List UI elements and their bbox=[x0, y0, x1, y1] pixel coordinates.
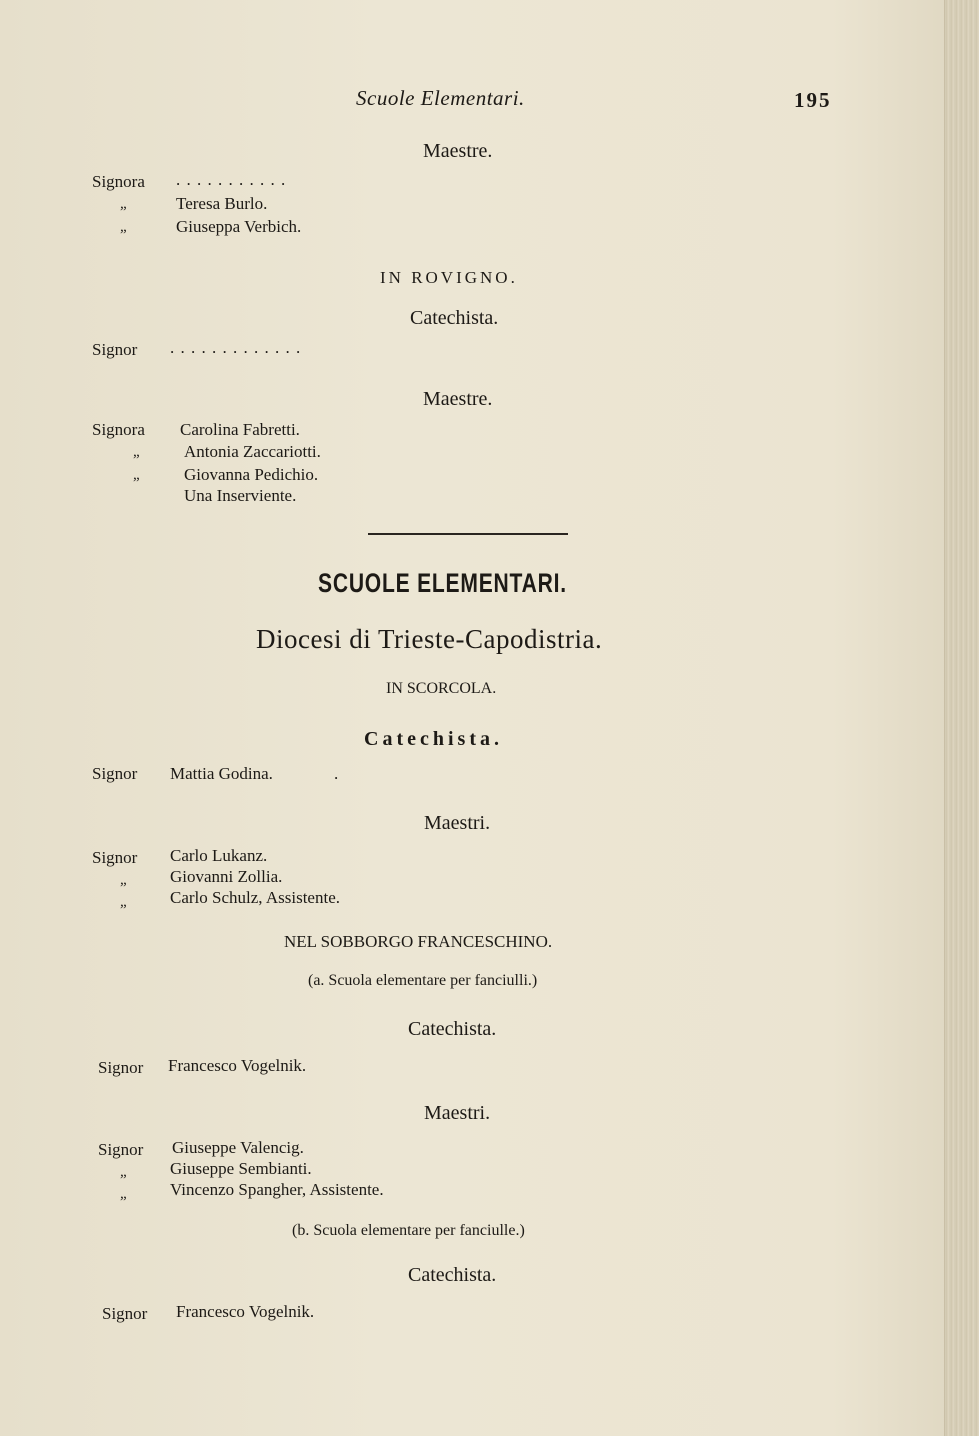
ditto-mark: „ bbox=[120, 1186, 127, 1202]
teacher-name: Vincenzo Spangher, Assistente. bbox=[170, 1180, 384, 1199]
signor-label: Signor bbox=[98, 1140, 144, 1159]
teacher-name: Giuseppa Verbich. bbox=[176, 217, 302, 236]
signora-label: Signora bbox=[92, 420, 145, 439]
teacher-name: Giuseppe Sembianti. bbox=[170, 1159, 312, 1178]
ditto-mark: „ bbox=[120, 1164, 127, 1180]
catechista-heading: Catechista. bbox=[410, 307, 499, 329]
maestre-heading: Maestre. bbox=[423, 388, 493, 410]
signor-label: Signor bbox=[98, 1058, 144, 1077]
maestri-heading: Maestri. bbox=[424, 812, 491, 834]
signor-label: Signor bbox=[102, 1304, 148, 1323]
page-number: 195 bbox=[794, 88, 832, 112]
diocese-heading: Diocesi di Trieste-Capodistria. bbox=[256, 624, 603, 654]
ditto-mark: „ bbox=[120, 219, 127, 235]
ditto-mark: „ bbox=[120, 894, 127, 910]
ditto-mark: „ bbox=[120, 872, 127, 888]
place-scorcola: IN SCORCOLA. bbox=[386, 680, 497, 697]
teacher-name: Giovanni Zollia. bbox=[170, 867, 283, 886]
section-title: SCUOLE ELEMENTARI. bbox=[318, 568, 567, 598]
leader-dots: . . . . . . . . . . . bbox=[176, 170, 287, 189]
inserviente-line: Una Inserviente. bbox=[184, 486, 297, 505]
teacher-name: Giovanna Pedichio. bbox=[184, 465, 319, 484]
catechista-name: Francesco Vogelnik. bbox=[176, 1302, 315, 1321]
trailing-dot: . bbox=[334, 764, 339, 783]
catechista-name: Francesco Vogelnik. bbox=[168, 1056, 307, 1075]
signor-label: Signor bbox=[92, 764, 138, 783]
catechista-heading: Catechista. bbox=[364, 728, 503, 750]
signor-label: Signor bbox=[92, 848, 138, 867]
ditto-mark: „ bbox=[133, 467, 140, 483]
place-rovigno: IN ROVIGNO. bbox=[380, 268, 518, 287]
ditto-mark: „ bbox=[133, 444, 140, 460]
teacher-name: Carlo Schulz, Assistente. bbox=[170, 888, 340, 907]
maestre-heading: Maestre. bbox=[423, 140, 493, 162]
signora-label: Signora bbox=[92, 172, 145, 191]
teacher-name: Carolina Fabretti. bbox=[180, 420, 300, 439]
school-a-heading: (a. Scuola elementare per fanciulli.) bbox=[308, 972, 538, 989]
teacher-name: Giuseppe Valencig. bbox=[172, 1138, 304, 1157]
section-divider bbox=[368, 533, 568, 535]
page-edge bbox=[944, 0, 979, 1436]
catechista-heading: Catechista. bbox=[408, 1018, 497, 1040]
catechista-heading: Catechista. bbox=[408, 1264, 497, 1286]
teacher-name: Antonia Zaccariotti. bbox=[184, 442, 321, 461]
running-title: Scuole Elementari. bbox=[356, 86, 525, 110]
teacher-name: Teresa Burlo. bbox=[176, 194, 268, 213]
school-b-heading: (b. Scuola elementare per fanciulle.) bbox=[292, 1222, 525, 1239]
maestri-heading: Maestri. bbox=[424, 1102, 491, 1124]
ditto-mark: „ bbox=[120, 196, 127, 212]
place-franceschino: NEL SOBBORGO FRANCESCHINO. bbox=[284, 932, 553, 951]
catechista-name: Mattia Godina. bbox=[170, 764, 273, 783]
signor-label: Signor bbox=[92, 340, 138, 359]
leader-dots: . . . . . . . . . . . . . bbox=[170, 338, 302, 357]
teacher-name: Carlo Lukanz. bbox=[170, 846, 268, 865]
